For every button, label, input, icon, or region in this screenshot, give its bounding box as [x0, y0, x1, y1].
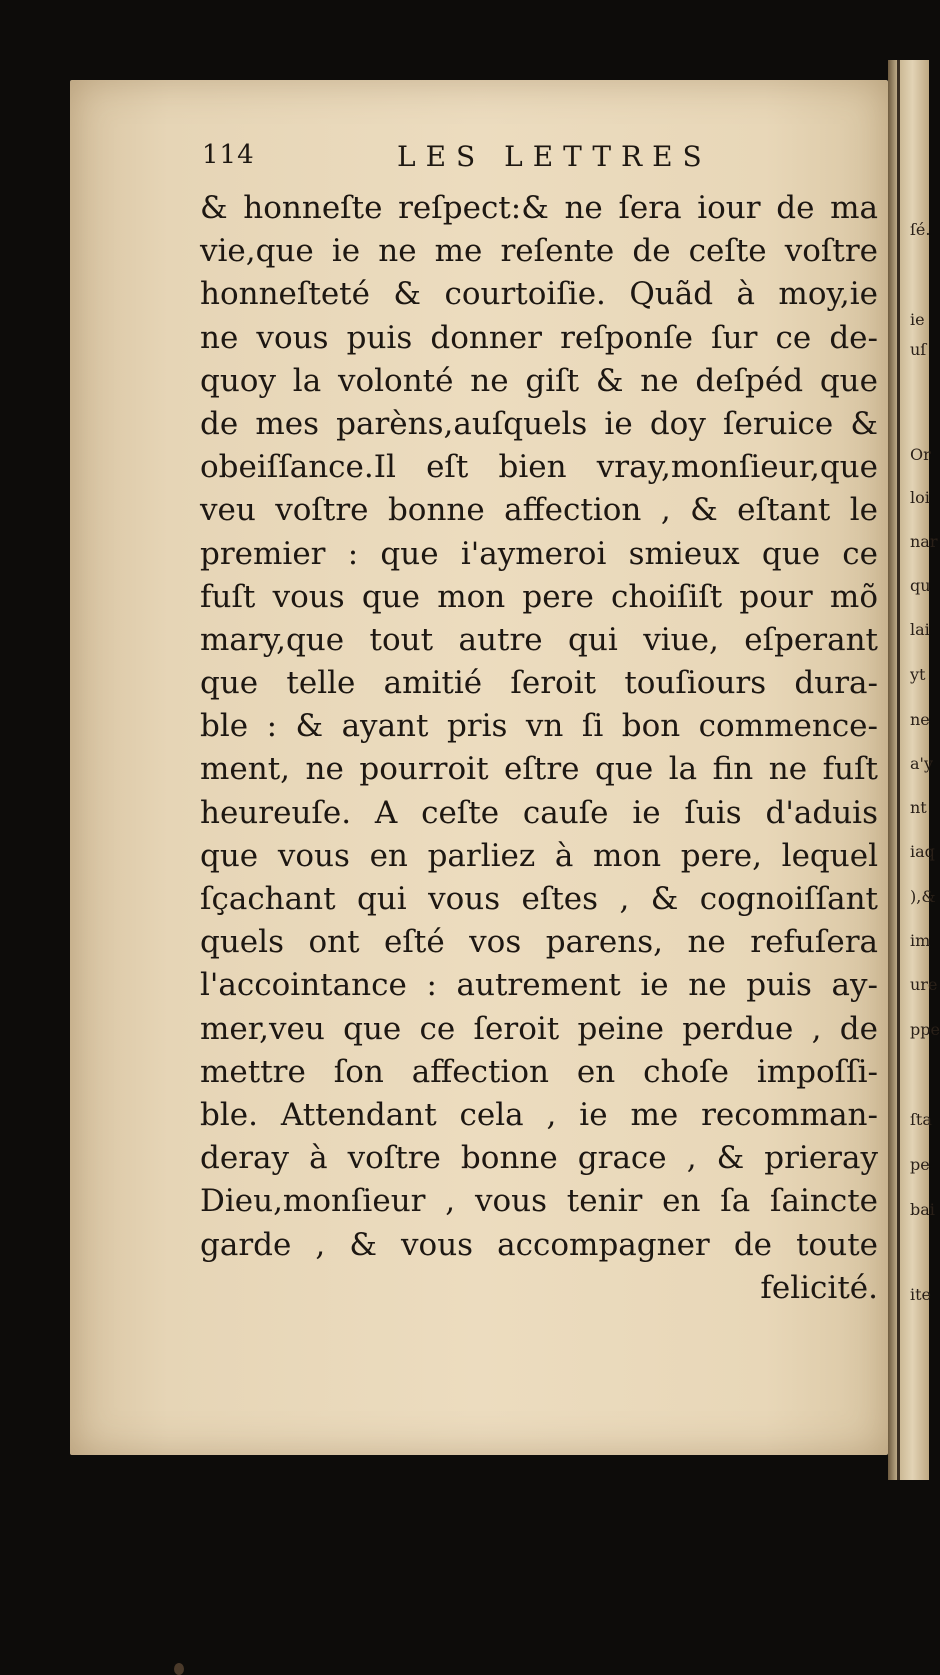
text-line: que telle amitié ſeroit touſiours dura- — [200, 665, 878, 702]
text-line: & honneſte reſpect:& ne ſera iour de ma — [200, 190, 878, 226]
facing-page-fragment: ppe — [910, 1020, 940, 1039]
text-line: ble. Attendant cela , ie me recomman- — [200, 1096, 878, 1133]
text-line: obeiſſance.Il eſt bien vray,monſieur,que — [200, 449, 878, 486]
text-line: ment, ne pourroit eſtre que la fin ne fuſt — [200, 751, 878, 788]
facing-page-fragment: nar — [910, 532, 938, 551]
text-line: vie,que ie ne me reſente de ceſte voſtre — [200, 233, 878, 270]
text-line: heureuſe. A ceſte cauſe ie ſuis d'aduis — [200, 794, 878, 831]
text-line: que vous en parliez à mon pere, lequel — [200, 837, 878, 874]
page-header — [202, 140, 762, 184]
facing-page-fragment: nt — [910, 798, 927, 817]
text-line: veu voſtre bonne affection , & eſtant le — [200, 492, 878, 529]
facing-page-fragment: qu — [910, 576, 931, 595]
text-line: de mes parèns,auſquels ie doy ſeruice & — [200, 405, 878, 442]
facing-page-fragment: lai — [910, 620, 930, 639]
facing-page-fragment: bai — [910, 1200, 935, 1219]
text-line: quels ont eſté vos parens, ne refuſera — [200, 924, 878, 961]
text-line: honneſteté & courtoiſie. Quãd à moy,ie — [200, 276, 878, 313]
text-line: ſçachant qui vous eſtes , & cognoiſſant — [200, 881, 878, 917]
facing-page-fragment: ſta — [910, 1110, 932, 1129]
facing-page-fragment: iaq — [910, 842, 935, 861]
running-title: LES LETTRES — [397, 140, 712, 173]
text-line: ne vous puis donner reſponſe ſur ce de- — [200, 319, 878, 356]
facing-page-fragment: pe — [910, 1155, 930, 1174]
facing-page-fragment: a'y — [910, 754, 933, 773]
facing-page-edge — [888, 60, 940, 1480]
facing-page-fragment: im — [910, 931, 931, 950]
facing-page-fragment: ),& — [910, 887, 936, 906]
text-line: Dieu,monſieur , vous tenir en ſa ſaincte — [200, 1183, 878, 1220]
text-line: mettre ſon affection en choſe impoſſi- — [200, 1053, 878, 1090]
text-line: ble : & ayant pris vn ſi bon commence- — [200, 708, 878, 745]
text-line: garde , & vous accompagner de toute — [200, 1226, 878, 1263]
page-number: 114 — [202, 140, 255, 170]
facing-page-fragment: ſé. — [910, 220, 931, 239]
facing-page-fragment: ure — [910, 975, 938, 994]
facing-page-fragment: loi — [910, 488, 930, 507]
page-edge-shadow — [897, 60, 900, 1480]
facing-page-fragment: Or — [910, 445, 931, 464]
letter-body — [200, 187, 878, 1310]
text-line: quoy la volonté ne giſt & ne deſpéd que — [200, 362, 878, 399]
facing-page-fragment: yt — [910, 665, 926, 684]
text-line: l'accointance : autrement ie ne puis ay- — [200, 967, 878, 1004]
facing-page-fragment: uſ — [910, 340, 927, 359]
text-line: mary,que tout autre qui viue, eſperant — [200, 621, 878, 658]
text-line: premier : que i'aymeroi smieux que ce — [200, 535, 878, 572]
facing-page-fragment: ie — [910, 310, 925, 329]
facing-page-fragment: ne — [910, 710, 930, 729]
text-line: mer,veu que ce ſeroit peine perdue , de — [200, 1010, 878, 1047]
text-line: felicité. — [760, 1269, 878, 1306]
text-line: fuſt vous que mon pere choiſiſt pour mõ — [200, 578, 878, 615]
ink-speck — [174, 1663, 184, 1675]
facing-page-fragment: ite — [910, 1285, 932, 1304]
text-line: deray à voſtre bonne grace , & prieray — [200, 1140, 878, 1177]
